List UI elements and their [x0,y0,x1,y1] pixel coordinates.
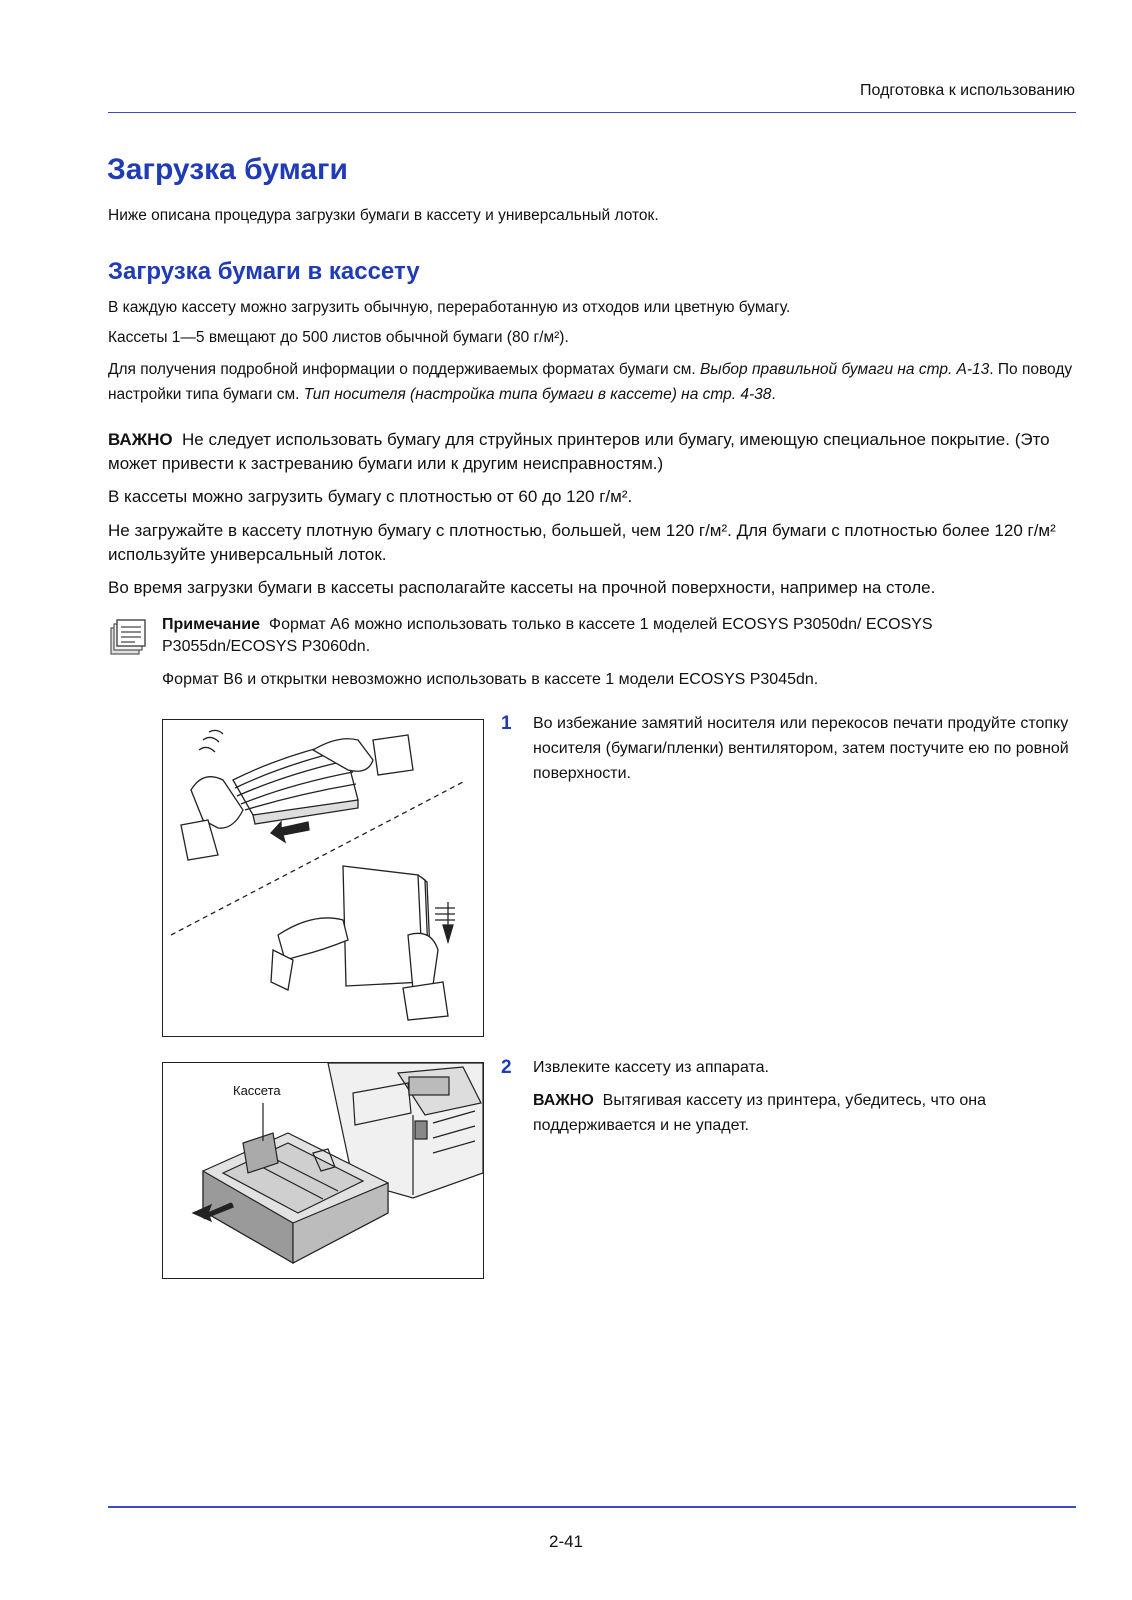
cassette-label: Кассета [233,1083,281,1098]
intro-text: Ниже описана процедура загрузки бумаги в кассету и универсальный лоток. [108,207,659,224]
paragraph-6: Во время загрузки бумаги в кассеты располагайте кассеты на прочной поверхности, например на столе. [108,578,936,597]
note-icon [108,618,148,658]
header-rule [108,112,1076,113]
paragraph-3-part-b: . По поводу настройки типа бумаги см. [108,361,1073,403]
important-label: ВАЖНО [108,430,173,449]
cross-ref-link-media-type[interactable]: Тип носителя (настройка типа бумаги в кассете) на стр. 4-38 [303,386,772,403]
paragraph-2: Кассеты 1—5 вмещают до 500 листов обычной бумаги (80 г/м²). [108,329,569,346]
page-number: 2-41 [548,1532,584,1551]
figure-remove-cassette [162,1062,484,1279]
step-2-text: Извлеките кассету из аппарата. [533,1059,769,1076]
paragraph-4: В кассеты можно загрузить бумагу с плотностью от 60 до 120 г/м². [108,487,633,506]
step-2-number: 2 [501,1057,512,1078]
footer-rule [108,1506,1076,1508]
page-title: Загрузка бумаги [107,153,348,186]
important-block [108,428,1083,476]
step-2-important-text: Вытягивая кассету из принтера, убедитесь, что она поддерживается и не упадет. [533,1092,987,1134]
note-label: Примечание [162,616,261,633]
paragraph-3-part-c: . [771,386,776,403]
note-block [162,614,1062,658]
fan-paper-illustration [163,720,483,1036]
paragraph-3-part-a: Для получения подробной информации о поддерживаемых форматах бумаги см. [108,361,700,378]
note-text-2: Формат B6 и открытки невозможно использовать в кассете 1 модели ECOSYS P3045dn. [162,671,819,688]
figure-fan-paper [162,719,484,1037]
important-text: Не следует использовать бумагу для струйных принтеров или бумагу, имеющую специальное покрытие. (Это может привести к застреванию бумаги или к другим неисправностям.) [108,430,1050,473]
section-title: Загрузка бумаги в кассету [108,258,420,285]
step-1-text: Во избежание замятий носителя или перекосов печати продуйте стопку носителя (бумаги/пленки) вентилятором, затем постучите ею по ровной поверхности. [533,715,1069,782]
step-2-important [533,1088,1078,1138]
paragraph-1: В каждую кассету можно загрузить обычную, переработанную из отходов или цветную бумагу. [108,299,791,316]
paragraph-3 [108,357,1078,407]
cassette-illustration [163,1063,483,1278]
step-2-important-label: ВАЖНО [533,1092,594,1109]
step-1-number: 1 [501,713,512,734]
cross-ref-link-paper[interactable]: Выбор правильной бумаги на стр. A-13 [699,361,990,378]
running-header: Подготовка к использованию [860,82,1075,99]
note-text-1: Формат A6 можно использовать только в кассете 1 моделей ECOSYS P3050dn/ ECOSYS P3055dn/ECOSYS P3060dn. [162,616,933,655]
paragraph-5: Не загружайте в кассету плотную бумагу с плотностью, большей, чем 120 г/м². Для бумаги с плотностью более 120 г/м² используйте универсальный лоток. [108,521,1056,564]
